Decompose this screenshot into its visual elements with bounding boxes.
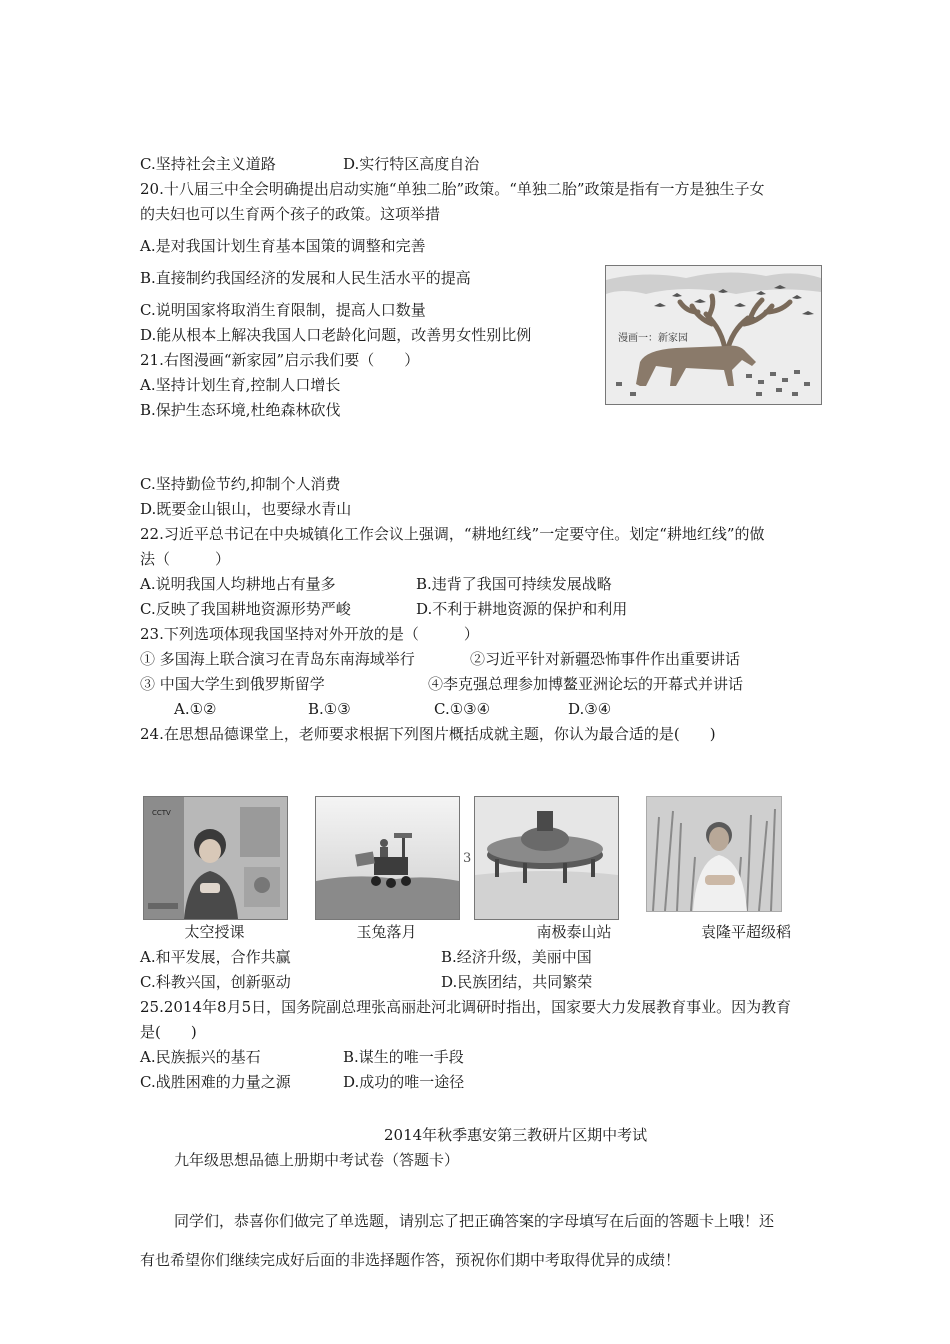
q24-stem: 24.在思想品德课堂上，老师要求根据下列图片概括成就主题，你认为最合适的是( ) — [140, 725, 716, 743]
photo-space-lecture — [143, 796, 288, 920]
caption-super-rice: 袁隆平超级稻 — [700, 923, 791, 941]
q24-option-d: D.民族团结，共同繁荣 — [441, 973, 593, 991]
q25-option-b: B.谋生的唯一手段 — [343, 1048, 464, 1066]
q21-option-d: D.既要金山银山，也要绿水青山 — [140, 500, 352, 518]
photo-super-rice — [646, 796, 782, 912]
q20-option-d: D.能从根本上解决我国人口老龄化问题，改善男女性别比例 — [140, 326, 532, 344]
answer-card-note-line2: 有也希望你们继续完成好后面的非选择题作答，预祝你们期中考取得优异的成绩！ — [140, 1251, 681, 1269]
q23-option-b: B.①③ — [308, 700, 351, 718]
q22-stem-line1: 22.习近平总书记在中央城镇化工作会议上强调，“耕地红线”一定要守住。划定“耕地红线”的做 — [140, 525, 765, 543]
q20-stem-line2: 的夫妇也可以生育两个孩子的政策。这项举措 — [140, 205, 441, 223]
photo-taishan-station — [474, 796, 619, 920]
answer-card-subtitle: 九年级思想品德上册期中考试卷（答题卡） — [174, 1151, 460, 1169]
q20-option-a: A.是对我国计划生育基本国策的调整和完善 — [140, 237, 426, 255]
q25-stem-line2: 是( ) — [140, 1023, 197, 1041]
q23-option-a: A.①② — [174, 700, 217, 718]
q20-option-b: B.直接制约我国经济的发展和人民生活水平的提高 — [140, 269, 471, 287]
cartoon-caption: 漫画一：新家园 — [618, 333, 688, 344]
photo3-label: 3 — [463, 851, 472, 866]
q21-stem: 21.右图漫画“新家园”启示我们要（ ） — [140, 351, 420, 369]
caption-taishan-station: 南极泰山站 — [536, 923, 612, 941]
q25-option-a: A.民族振兴的基石 — [140, 1048, 261, 1066]
caption-jade-rabbit: 玉兔落月 — [356, 923, 417, 941]
q24-option-a: A.和平发展，合作共赢 — [140, 948, 291, 966]
q22-stem-line2: 法（ ） — [140, 550, 231, 568]
q23-option-c: C.①③④ — [434, 700, 491, 718]
photo-jade-rabbit — [315, 796, 460, 920]
q25-stem-line1: 25.2014年8月5日，国务院副总理张高丽赴河北调研时指出，国家要大力发展教育事业。因为教育 — [140, 998, 792, 1016]
q23-stem: 23.下列选项体现我国坚持对外开放的是（ ） — [140, 625, 479, 643]
answer-card-title: 2014年秋季惠安第三教研片区期中考试 — [384, 1126, 648, 1144]
q22-option-c: C.反映了我国耕地资源形势严峻 — [140, 600, 351, 618]
q22-option-b: B.违背了我国可持续发展战略 — [416, 575, 612, 593]
q23-item-2: ②习近平针对新疆恐怖事件作出重要讲话 — [470, 650, 741, 668]
caption-space-lecture: 太空授课 — [184, 923, 245, 941]
q23-item-3: ③ 中国大学生到俄罗斯留学 — [140, 675, 325, 693]
q23-item-1: ① 多国海上联合演习在青岛东南海域举行 — [140, 650, 415, 668]
q24-option-c: C.科教兴国，创新驱动 — [140, 973, 291, 991]
q23-option-d: D.③④ — [568, 700, 612, 718]
q22-option-a: A.说明我国人均耕地占有量多 — [140, 575, 336, 593]
q25-option-d: D.成功的唯一途径 — [343, 1073, 465, 1091]
q25-option-c: C.战胜困难的力量之源 — [140, 1073, 291, 1091]
q21-option-a: A.坚持计划生育,控制人口增长 — [140, 376, 341, 394]
q20-stem-line1: 20.十八届三中全会明确提出启动实施“单独二胎”政策。“单独二胎”政策是指有一方是独生子女 — [140, 180, 765, 198]
cartoon-new-home — [605, 265, 822, 405]
q22-option-d: D.不利于耕地资源的保护和利用 — [416, 600, 628, 618]
q24-option-b: B.经济升级，美丽中国 — [441, 948, 592, 966]
q19-option-d: D.实行特区高度自治 — [343, 155, 480, 173]
q19-option-c: C.坚持社会主义道路 — [140, 155, 276, 173]
q23-item-4: ④李克强总理参加博鳌亚洲论坛的开幕式并讲话 — [428, 675, 744, 693]
q20-option-c: C.说明国家将取消生育限制，提高人口数量 — [140, 301, 426, 319]
answer-card-note-line1: 同学们，恭喜你们做完了单选题，请别忘了把正确答案的字母填写在后面的答题卡上哦！还 — [174, 1212, 775, 1230]
q21-option-c: C.坚持勤俭节约,抑制个人消费 — [140, 475, 341, 493]
q21-option-b: B.保护生态环境,杜绝森林砍伐 — [140, 401, 341, 419]
photo1-logo: CCTV — [152, 809, 171, 817]
